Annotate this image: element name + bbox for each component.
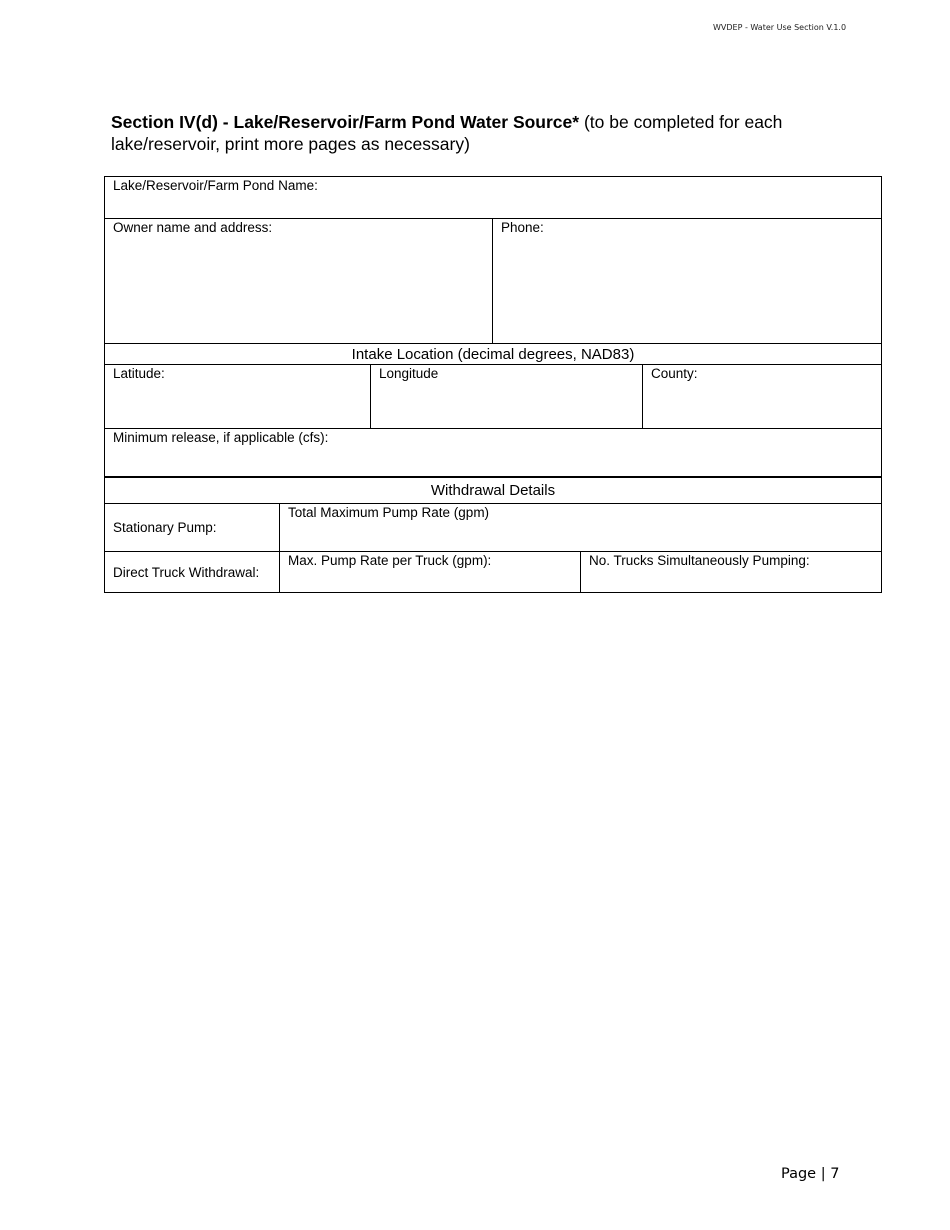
phone-field[interactable]: [493, 219, 882, 344]
pond-name-label: Lake/Reservoir/Farm Pond Name:: [113, 178, 318, 193]
minimum-release-field[interactable]: [105, 429, 882, 477]
owner-name-address-label: Owner name and address:: [113, 220, 273, 235]
stationary-pump-label: Stationary Pump:: [105, 504, 280, 552]
longitude-label: Longitude: [379, 366, 439, 381]
section-title: [111, 111, 851, 155]
phone-label: Phone:: [501, 220, 544, 235]
water-source-form: [104, 176, 882, 593]
longitude-field[interactable]: [371, 365, 643, 429]
document-version-header: WVDEP - Water Use Section V.1.0: [713, 23, 847, 32]
section-title-instructions: (to be completed for each lake/reservoir, print more pages as necessary): [111, 112, 783, 154]
direct-truck-withdrawal-label: Direct Truck Withdrawal:: [105, 552, 280, 593]
latitude-label: Latitude:: [113, 366, 165, 381]
total-max-pump-rate-field[interactable]: [280, 504, 882, 552]
intake-location-heading: Intake Location (decimal degrees, NAD83): [105, 344, 882, 365]
max-pump-rate-per-truck-field[interactable]: [280, 552, 581, 593]
max-pump-rate-per-truck-label: Max. Pump Rate per Truck (gpm):: [288, 553, 492, 568]
county-label: County:: [651, 366, 698, 381]
page-number: Page | 7: [781, 1166, 840, 1182]
section-title-bold: Section IV(d) - Lake/Reservoir/Farm Pond Water Source*: [111, 112, 580, 132]
withdrawal-details-heading: Withdrawal Details: [105, 477, 882, 504]
pond-name-field[interactable]: [105, 177, 882, 219]
trucks-simultaneously-pumping-label: No. Trucks Simultaneously Pumping:: [589, 553, 810, 568]
owner-name-address-field[interactable]: [105, 219, 493, 344]
county-field[interactable]: [643, 365, 882, 429]
total-max-pump-rate-label: Total Maximum Pump Rate (gpm): [288, 505, 490, 520]
trucks-simultaneously-pumping-field[interactable]: [581, 552, 882, 593]
latitude-field[interactable]: [105, 365, 371, 429]
minimum-release-label: Minimum release, if applicable (cfs):: [113, 430, 329, 445]
